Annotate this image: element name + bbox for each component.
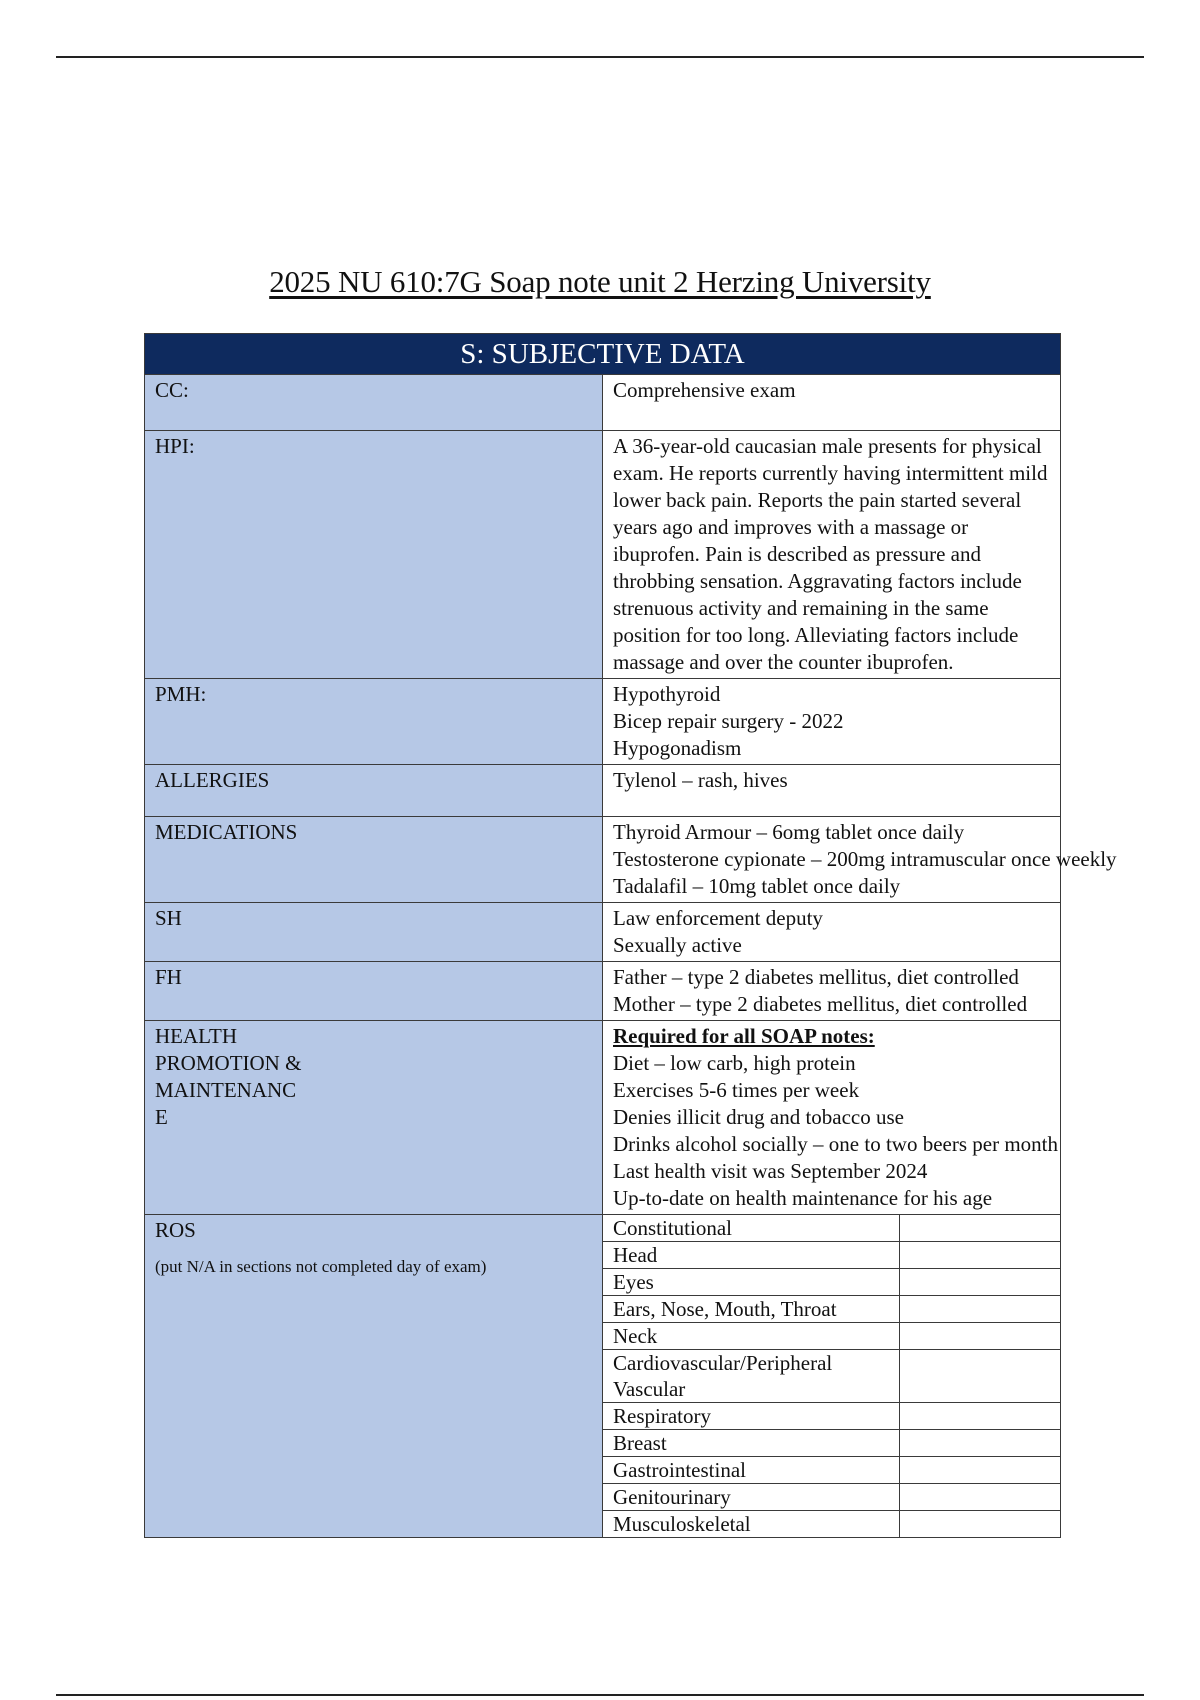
medications-value bbox=[603, 817, 1117, 903]
hpi-label: HPI: bbox=[145, 431, 603, 679]
ros-row bbox=[603, 1296, 1060, 1323]
required-heading: Required for all SOAP notes: bbox=[613, 1024, 875, 1048]
ros-answer-cell[interactable] bbox=[900, 1511, 1061, 1538]
allergies-value bbox=[603, 765, 1061, 817]
ros-answer-cell[interactable] bbox=[900, 1269, 1061, 1296]
cc-value bbox=[603, 375, 1061, 431]
health-label-line: PROMOTION & bbox=[155, 1051, 302, 1075]
health-label-line: HEALTH bbox=[155, 1024, 238, 1048]
ros-row bbox=[603, 1457, 1060, 1484]
ros-system: Genitourinary bbox=[603, 1484, 900, 1511]
ros-row bbox=[603, 1242, 1060, 1269]
ros-answer-cell[interactable] bbox=[900, 1215, 1061, 1242]
health-label-line: E bbox=[155, 1105, 168, 1129]
fh-line: Mother – type 2 diabetes mellitus, diet controlled bbox=[613, 992, 1028, 1016]
ros-row bbox=[603, 1215, 1060, 1242]
ros-system: Gastrointestinal bbox=[603, 1457, 900, 1484]
document-title: 2025 NU 610:7G Soap note unit 2 Herzing University bbox=[269, 264, 931, 299]
ros-label-cell bbox=[145, 1215, 603, 1538]
sh-value bbox=[603, 903, 1061, 962]
allergies-line: Tylenol – rash, hives bbox=[613, 768, 788, 792]
ros-answer-cell[interactable] bbox=[900, 1457, 1061, 1484]
section-banner: S: SUBJECTIVE DATA bbox=[145, 334, 1061, 375]
ros-row bbox=[603, 1323, 1060, 1350]
fh-line: Father – type 2 diabetes mellitus, diet controlled bbox=[613, 965, 1019, 989]
ros-system: Eyes bbox=[603, 1269, 900, 1296]
subjective-data-table bbox=[144, 333, 1117, 1538]
ros-answer-cell[interactable] bbox=[900, 1350, 1061, 1403]
ros-answer-cell[interactable] bbox=[900, 1296, 1061, 1323]
ros-system: Respiratory bbox=[603, 1403, 900, 1430]
ros-answer-cell[interactable] bbox=[900, 1403, 1061, 1430]
ros-row bbox=[603, 1430, 1060, 1457]
footer-rule bbox=[56, 1694, 1144, 1696]
health-promotion-label bbox=[145, 1021, 603, 1215]
ros-value bbox=[603, 1215, 1061, 1538]
ros-system: Musculoskeletal bbox=[603, 1511, 900, 1538]
header-rule bbox=[56, 56, 1144, 58]
sh-line: Sexually active bbox=[613, 933, 742, 957]
sh-line: Law enforcement deputy bbox=[613, 906, 823, 930]
allergies-label: ALLERGIES bbox=[145, 765, 603, 817]
health-line: Exercises 5-6 times per week bbox=[613, 1078, 860, 1102]
cc-line: Comprehensive exam bbox=[613, 378, 796, 402]
medications-label: MEDICATIONS bbox=[145, 817, 603, 903]
ros-row bbox=[603, 1511, 1060, 1538]
ros-system: Cardiovascular/Peripheral Vascular bbox=[603, 1350, 900, 1403]
ros-answer-cell[interactable] bbox=[900, 1484, 1061, 1511]
ros-system: Neck bbox=[603, 1323, 900, 1350]
ros-system: Ears, Nose, Mouth, Throat bbox=[603, 1296, 900, 1323]
fh-value bbox=[603, 962, 1061, 1021]
medication-line: Tadalafil – 10mg tablet once daily bbox=[613, 874, 901, 898]
medication-line: Thyroid Armour – 6omg tablet once daily bbox=[613, 820, 965, 844]
pmh-line: Bicep repair surgery - 2022 bbox=[613, 709, 844, 733]
health-line: Last health visit was September 2024 bbox=[613, 1159, 928, 1183]
health-line: Denies illicit drug and tobacco use bbox=[613, 1105, 904, 1129]
health-line: Up-to-date on health maintenance for his age bbox=[613, 1186, 993, 1210]
ros-row bbox=[603, 1350, 1060, 1403]
pmh-label: PMH: bbox=[145, 679, 603, 765]
pmh-value bbox=[603, 679, 1061, 765]
medication-line: Testosterone cypionate – 200mg intramuscular once weekly bbox=[613, 847, 1117, 871]
fh-label: FH bbox=[145, 962, 603, 1021]
cc-label: CC: bbox=[145, 375, 603, 431]
ros-system: Breast bbox=[603, 1430, 900, 1457]
health-promotion-value bbox=[603, 1021, 1061, 1215]
ros-system: Constitutional bbox=[603, 1215, 900, 1242]
ros-answer-cell[interactable] bbox=[900, 1323, 1061, 1350]
ros-system: Head bbox=[603, 1242, 900, 1269]
ros-answer-cell[interactable] bbox=[900, 1242, 1061, 1269]
ros-answer-cell[interactable] bbox=[900, 1430, 1061, 1457]
pmh-line: Hypogonadism bbox=[613, 736, 742, 760]
health-label-line: MAINTENANC bbox=[155, 1078, 297, 1102]
ros-label: ROS bbox=[155, 1218, 196, 1242]
ros-note: (put N/A in sections not completed day of exam) bbox=[155, 1257, 487, 1276]
ros-row bbox=[603, 1403, 1060, 1430]
ros-grid bbox=[603, 1215, 1060, 1537]
pmh-line: Hypothyroid bbox=[613, 682, 721, 706]
hpi-value bbox=[603, 431, 1061, 679]
ros-row bbox=[603, 1484, 1060, 1511]
ros-row bbox=[603, 1269, 1060, 1296]
hpi-text: A 36-year-old caucasian male presents for physical exam. He reports currently having intermittent mild lower back pain. Reports the pain started several years ago and improves with a massage or ibuprofen. Pain is described as pressure and throbbing sensation. Aggravating factors include strenuous activity and remaining in the same position for too long. Alleviating factors include massage and over the counter ibuprofen. bbox=[613, 434, 1048, 674]
health-line: Drinks alcohol socially – one to two beers per month bbox=[613, 1132, 1058, 1156]
health-line: Diet – low carb, high protein bbox=[613, 1051, 856, 1075]
sh-label: SH bbox=[145, 903, 603, 962]
